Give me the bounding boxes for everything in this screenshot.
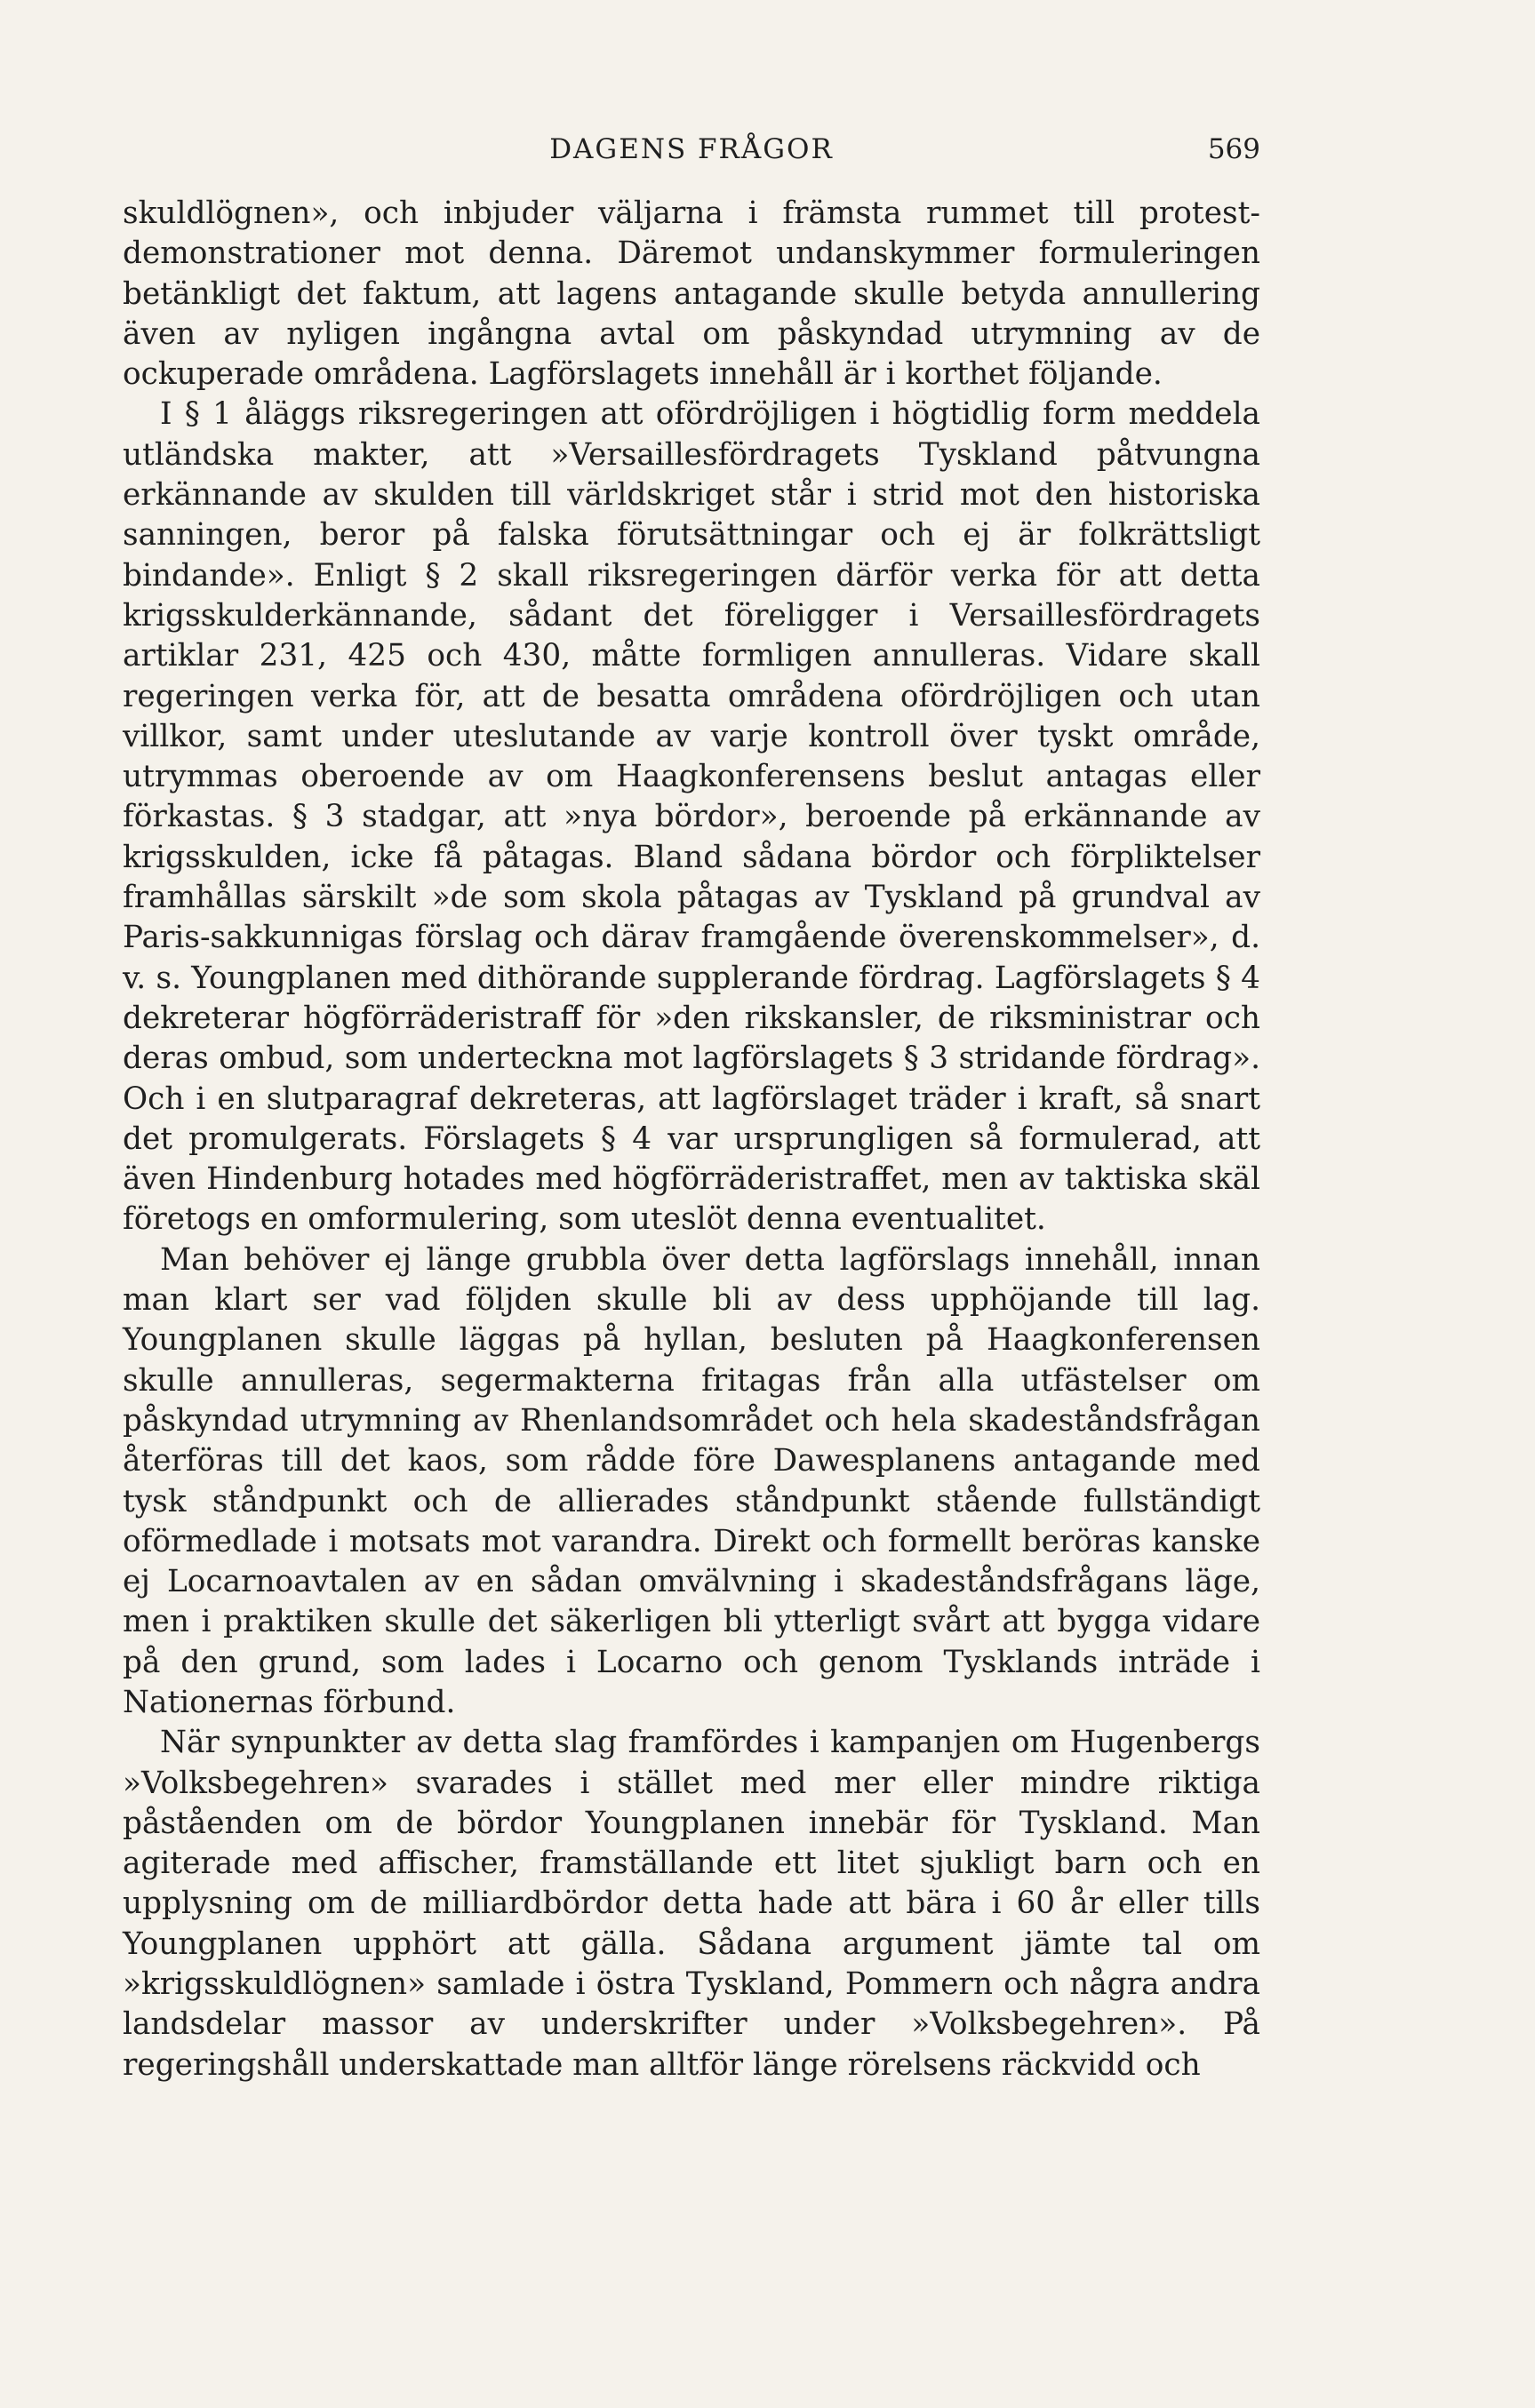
page-number: 569 (1207, 133, 1260, 165)
running-title: DAGENS FRÅGOR (549, 133, 834, 165)
paragraph: I § 1 åläggs riksregeringen att ofördröjligen i högtidlig form meddela utländska makter, att »Versaillesfördragets Tyskland påtvungna erkännande av skulden till världskriget står i strid mot den historiska sanningen, beror på falska förutsättningar och ej är folkrättsligt bindande». Enligt § 2 skall riksregeringen därför verka för att detta krigsskulderkännande, sådant det föreligger i Versaillesfördragets artiklar 231, 425 och 430, måtte formligen annulleras. Vidare skall regeringen verka för, att de besatta områdena ofördröjligen och utan villkor, samt under uteslutande av varje kontroll över tyskt område, utrymmas oberoende av om Haagkonferensens beslut antagas eller förkastas. § 3 stadgar, att »nya bördor», beroende på erkännande av krigsskulden, icke få påtagas. Bland sådana bördor och förpliktelser framhållas särskilt »de som skola påtagas av Tyskland på grundval av Paris-sakkunnigas förslag och därav framgående överenskommelser», d. v. s. Youngplanen med dithörande supplerande fördrag. Lagförslagets § 4 dekreterar högförräderistraff för »den rikskansler, de riksministrar och deras ombud, som underteckna mot lagförslagets § 3 stridande fördrag». Och i en slutparagraf dekreteras, att lagförslaget träder i kraft, så snart det promulgerats. Förslagets § 4 var ursprungligen så formulerad, att även Hindenburg hotades med högförräderistraffet, men av taktiska skäl företogs en omformulering, som uteslöt denna eventualitet. (123, 396, 1260, 1238)
page-header (123, 133, 1260, 178)
paragraph: När synpunkter av detta slag framfördes i kampanjen om Hugenbergs »Volksbegehren» svarades i stället med mer eller mindre riktiga påståenden om de bördor Youngplanen innebär för Tyskland. Man agiterade med affischer, framställande ett litet sjukligt barn och en upplysning om de milliardbördor detta hade att bära i 60 år eller tills Youngplanen upphört att gälla. Sådana argument jämte tal om »krigsskuldlögnen» samlade i östra Tyskland, Pommern och några andra landsdelar massor av underskrifter under »Volksbegehren». På regeringshåll underskattade man alltför länge rörelsens räckvidd och (123, 1725, 1260, 2083)
paragraph: Man behöver ej länge grubbla över detta lagförslags innehåll, innan man klart ser vad följden skulle bli av dess upphöjande till lag. Youngplanen skulle läggas på hyllan, besluten på Haagkonferensen skulle annulleras, segermakterna fritagas från alla utfästelser om påskyndad utrymning av Rhenlandsområdet och hela skadeståndsfrågan återföras till det kaos, som rådde före Dawesplanens antagande med tysk ståndpunkt och de allierades ståndpunkt stående fullständigt oförmedlade i motsats mot varandra. Direkt och formellt beröras kanske ej Locarnoavtalen av en sådan omvälvning i skadeståndsfrågans läge, men i praktiken skulle det säkerligen bli ytterligt svårt att bygga vidare på den grund, som lades i Locarno och genom Tysklands inträde i Nationernas förbund. (123, 1241, 1260, 1720)
body-text (123, 194, 1260, 2085)
paragraph: skuldlögnen», och inbjuder väljarna i främsta rummet till protest-demonstrationer mot denna. Däremot undanskymmer formuleringen betänkligt det faktum, att lagens antagande skulle betyda annullering även av nyligen ingångna avtal om påskyndad utrymning av de ockuperade områdena. Lagförslagets innehåll är i korthet följande. (123, 195, 1260, 393)
